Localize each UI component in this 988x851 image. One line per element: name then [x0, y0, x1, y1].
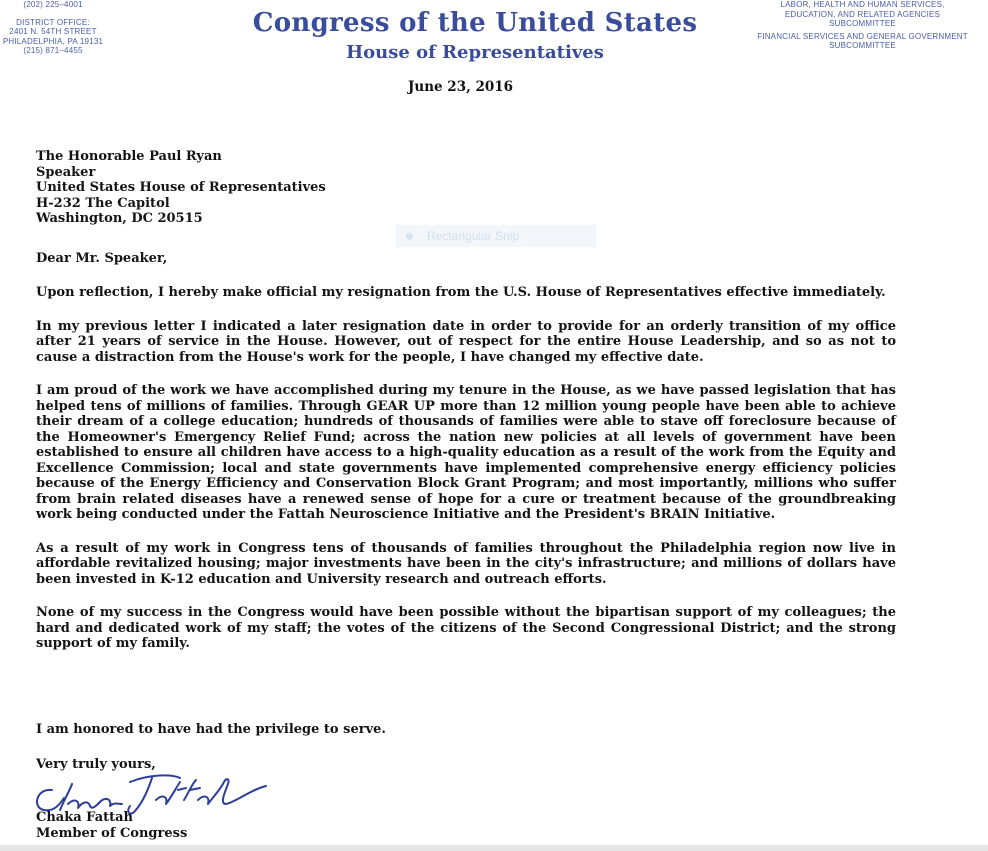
recipient-city: Washington, DC 20515: [36, 211, 203, 226]
district-address-line-2: PHILADELPHIA, PA 19131: [2, 36, 104, 46]
recipient-name: The Honorable Paul Ryan: [36, 149, 222, 164]
committee-2-name: FINANCIAL SERVICES AND GENERAL GOVERNMENT: [757, 31, 968, 41]
snip-label: Rectangular Snip: [427, 229, 520, 243]
dc-phone: (202) 225–4001: [23, 0, 83, 9]
snip-record-icon: [406, 233, 413, 240]
closing-line: I am honored to have had the privilege to serve.: [36, 722, 386, 737]
body-paragraph: In my previous letter I indicated a later resignation date in order to provide for an orderly transition of my office after 21 years of service in the House. However, out of respect for the entire House Leadership, and so as not to cause a distraction from the House's work for the people, I have changed my effective date.: [36, 318, 896, 365]
recipient-org: United States House of Representatives: [36, 180, 326, 195]
signature-stroke: [37, 790, 64, 810]
body-paragraph: Upon reflection, I hereby make official my resignation from the U.S. House of Representatives effective immediately.: [36, 285, 886, 300]
district-office-label: DISTRICT OFFICE:: [16, 17, 90, 27]
recipient-address: [36, 149, 326, 227]
letter-body: [36, 285, 896, 670]
recipient-room: H-232 The Capitol: [36, 195, 170, 211]
committee-1-name: LABOR, HEALTH AND HUMAN SERVICES, EDUCATION, AND RELATED AGENCIES: [780, 0, 945, 19]
recipient-title: Speaker: [36, 164, 96, 180]
signer-name: Chaka Fattah: [36, 810, 134, 825]
letterhead-subtitle: House of Representatives: [346, 42, 604, 63]
rectangular-snip-overlay[interactable]: [396, 225, 596, 247]
district-phone: (215) 871–4455: [23, 46, 83, 55]
body-paragraph: As a result of my work in Congress tens of thousands of families throughout the Philadelphia region now live in affordable revitalized housing; major investments have been in the city's infrastructure; and millions of dollars have been invested in K-12 education and University research and outreach efforts.: [36, 540, 896, 587]
signature-stroke: [60, 784, 100, 810]
letterhead-left-info: [0, 0, 106, 56]
letterhead-title: Congress of the United States: [252, 8, 698, 38]
signer-block: [36, 810, 187, 841]
letterhead-right-info: [755, 0, 970, 54]
salutation: Dear Mr. Speaker,: [36, 251, 168, 266]
committee-2-sub: SUBCOMMITTEE: [829, 41, 896, 50]
committee-1-sub: SUBCOMMITTEE: [829, 19, 896, 28]
district-address-line-1: 2401 N. 54TH STREET: [9, 27, 97, 36]
letter-date: June 23, 2016: [408, 79, 514, 95]
valediction: Very truly yours,: [36, 757, 156, 772]
signature-stroke: [156, 780, 200, 804]
signature-stroke: [198, 779, 266, 804]
letterhead-title-block: [210, 8, 740, 64]
body-paragraph: I am proud of the work we have accomplished during my tenure in the House, as we have passed legislation that has helped tens of millions of families. Through GEAR UP more than 12 million young people have been able to achieve their dream of a college education; hundreds of thousands of families were able to stave off foreclosure because of the Homeowner's Emergency Relief Fund; across the nation new policies at all levels of government have been established to ensure all children have access to a high-quality education as a result of the work from the Equity and Excellence Commission; local and state governments have implemented comprehensive energy efficiency policies because of the Energy Efficiency and Conservation Block Grant Program; and most importantly, millions who suffer from brain related diseases have a renewed sense of hope for a cure or treatment because of the groundbreaking work being conducted under the Fattah Neuroscience Initiative and the President's BRAIN Initiative.: [36, 383, 896, 522]
signature-stroke: [98, 799, 122, 806]
signer-title: Member of Congress: [36, 825, 188, 841]
bottom-edge-bar: [0, 845, 988, 851]
body-paragraph: None of my success in the Congress would have been possible without the bipartisan support of my colleagues; the hard and dedicated work of my staff; the votes of the citizens of the Second Congressional District; and the strong support of my family.: [36, 605, 896, 651]
